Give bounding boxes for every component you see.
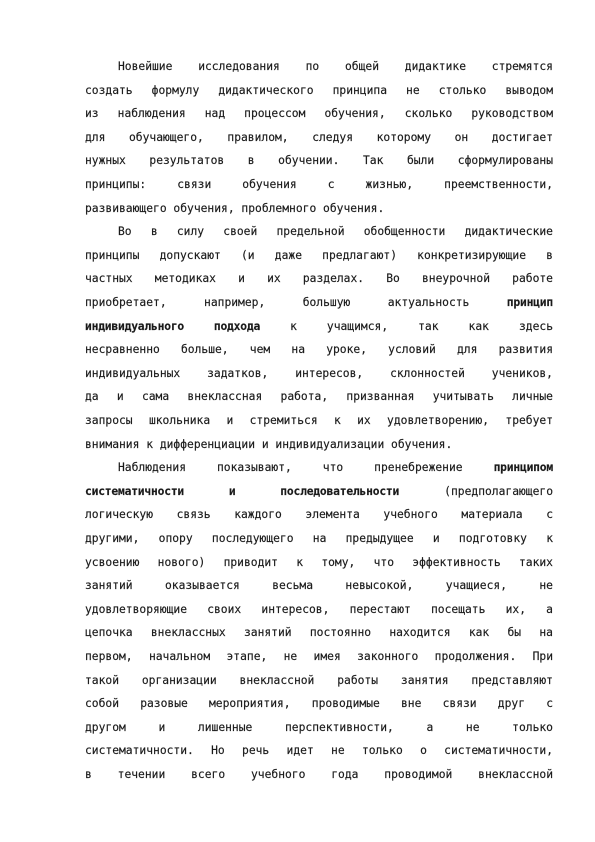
line-text: логическую связь каждого элемента учебного материала с [85,508,553,522]
line-text: запросы школьника и стремиться к их удовлетворению, требует [85,414,553,427]
line-text: цепочка внеклассных занятий постоянно находится как бы на [85,626,553,640]
line-text: Новейшие исследования по общей дидактике стремятся [118,60,553,73]
line-text: принципы: связи обучения с жизнью, преемственности, [85,178,553,191]
line-text: развивающего обучения, проблемного обучения. [85,201,385,215]
line-text: индивидуальных задатков, интересов, склонностей учеников, [85,366,553,380]
text-line [85,673,553,689]
line-text: принципы допускают (и даже предлагают) конкретизирующие в [85,248,553,262]
line-text: внимания к дифференциации и индивидуализации обучения. [85,437,453,451]
text-line [85,389,553,405]
line-text: частных методиках и их разделах. Во внеурочной работе [85,272,553,286]
line-text-rest: (предполагающего [399,484,553,498]
line-text: приобретает, например, большую актуальность [85,296,507,309]
text-line [85,555,553,571]
text-line [85,366,553,382]
text-line [118,224,553,240]
bold-term: индивидуального подхода [85,319,261,333]
line-text: собой разовые мероприятия, проводимые вне связи друг с [85,697,553,711]
line-text: Во в силу своей предельной обобщенности дидактические [118,225,553,239]
text-line [85,177,553,193]
text-line [85,531,553,547]
line-text: занятий оказывается весьма невысокой, учащиеся, не [85,579,553,593]
text-line [85,625,553,641]
bold-term: принцип [506,296,553,309]
text-line [85,106,553,122]
text-line [85,153,553,169]
line-text: нужных результатов в обучении. Так были сформулированы [85,154,553,168]
line-text: усвоению нового) приводит к тому, что эффективность таких [85,555,553,569]
text-line [85,767,553,783]
line-text: первом, начальном этапе, не имея законного продолжения. При [85,650,553,663]
line-text: для обучающего, правилом, следуя которому он достигает [85,130,553,144]
text-line [85,720,553,736]
text-line [118,460,553,476]
line-text: такой организации внеклассной работы занятия представляют [85,673,553,687]
line-text: создать формулу дидактического принципа не столько выводом [85,83,553,97]
text-line [85,507,553,523]
line-text: систематичности. Но речь идет не только о систематичности, [85,744,553,758]
text-line [85,696,553,712]
line-text: из наблюдения над процессом обучения, сколько руководством [85,107,553,121]
line-text: другом и лишенные перспективности, а не только [85,720,553,734]
text-line [85,248,553,264]
text-line [85,649,553,665]
line-text: Наблюдения показывают, что пренебрежение [118,461,494,475]
line-text: другими, опору последующего на предыдущее и подготовку к [85,532,553,545]
text-line [85,602,553,618]
bold-term: принципом [493,461,553,475]
line-text: удовлетворяющие своих интересов, перестают посещать их, а [85,602,553,616]
text-line [85,484,553,500]
text-line [118,59,553,75]
text-line [85,578,553,594]
line-text: несравненно больше, чем на уроке, условий для развития [85,343,553,357]
bold-term: систематичности и последовательности [85,484,400,498]
text-line [85,83,553,99]
text-line [85,130,553,146]
line-text-rest: к учащимся, так как здесь [260,319,553,333]
text-line [85,271,553,287]
text-line [85,743,553,759]
text-line [85,201,553,217]
text-line [85,413,553,429]
text-line [85,342,553,358]
line-text: да и сама внеклассная работа, призванная учитывать личные [85,390,553,404]
text-line [85,295,553,311]
text-line [85,319,553,335]
line-text: в течении всего учебного года проводимой внеклассной [85,768,553,781]
text-line [85,437,553,453]
